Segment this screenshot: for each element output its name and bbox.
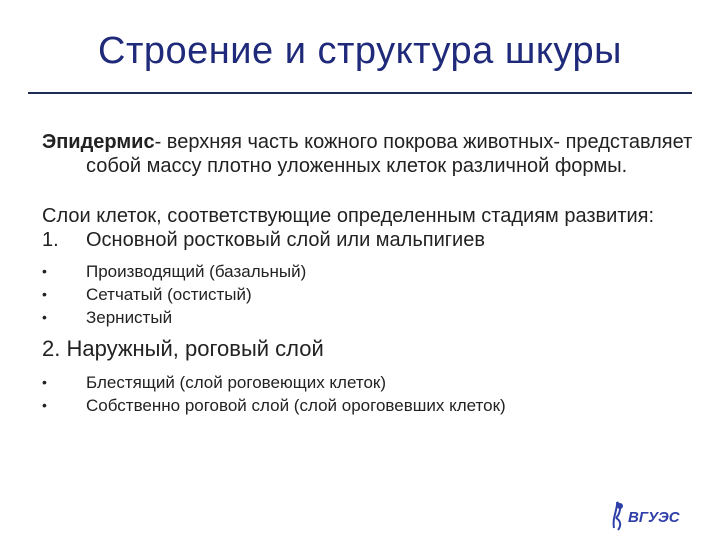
layers-lead: Слои клеток, соответствующие определенным стадиям развития: — [42, 205, 655, 227]
list-item: • Зернистый — [42, 308, 173, 327]
layer-item-2-label: 2. Наружный, роговый слой — [42, 336, 324, 361]
logo-text: ВГУЭС — [628, 509, 680, 526]
title-divider — [28, 92, 692, 94]
list-item: • Сетчатый (остистый) — [42, 285, 252, 304]
epidermis-paragraph — [42, 130, 702, 178]
epidermis-term: Эпидермис — [42, 131, 155, 153]
bullet-icon: • — [42, 263, 47, 279]
layer-item-1-number: 1. — [42, 229, 59, 251]
university-logo-icon — [608, 498, 688, 534]
layer-2-sublist — [42, 371, 702, 417]
list-item: • Собственно роговой слой (слой ороговевших клеток) — [42, 396, 506, 415]
layer-item-1 — [42, 228, 702, 252]
layer-item-1-label: Основной ростковый слой или мальпигиев — [86, 229, 485, 251]
bullet-icon: • — [42, 374, 47, 390]
list-item: • Производящий (базальный) — [42, 262, 307, 281]
layer-1-sublist — [42, 260, 702, 329]
bullet-icon: • — [42, 397, 47, 413]
bullet-icon: • — [42, 286, 47, 302]
slide-content — [42, 130, 702, 423]
list-item: • Блестящий (слой роговеющих клеток) — [42, 373, 387, 392]
epidermis-definition: - верхняя часть кожного покрова животных- представляет собой массу плотно уложенных клеток различной формы. — [86, 131, 693, 177]
bullet-icon: • — [42, 309, 47, 325]
slide-title: Строение и структура шкуры — [98, 30, 622, 72]
